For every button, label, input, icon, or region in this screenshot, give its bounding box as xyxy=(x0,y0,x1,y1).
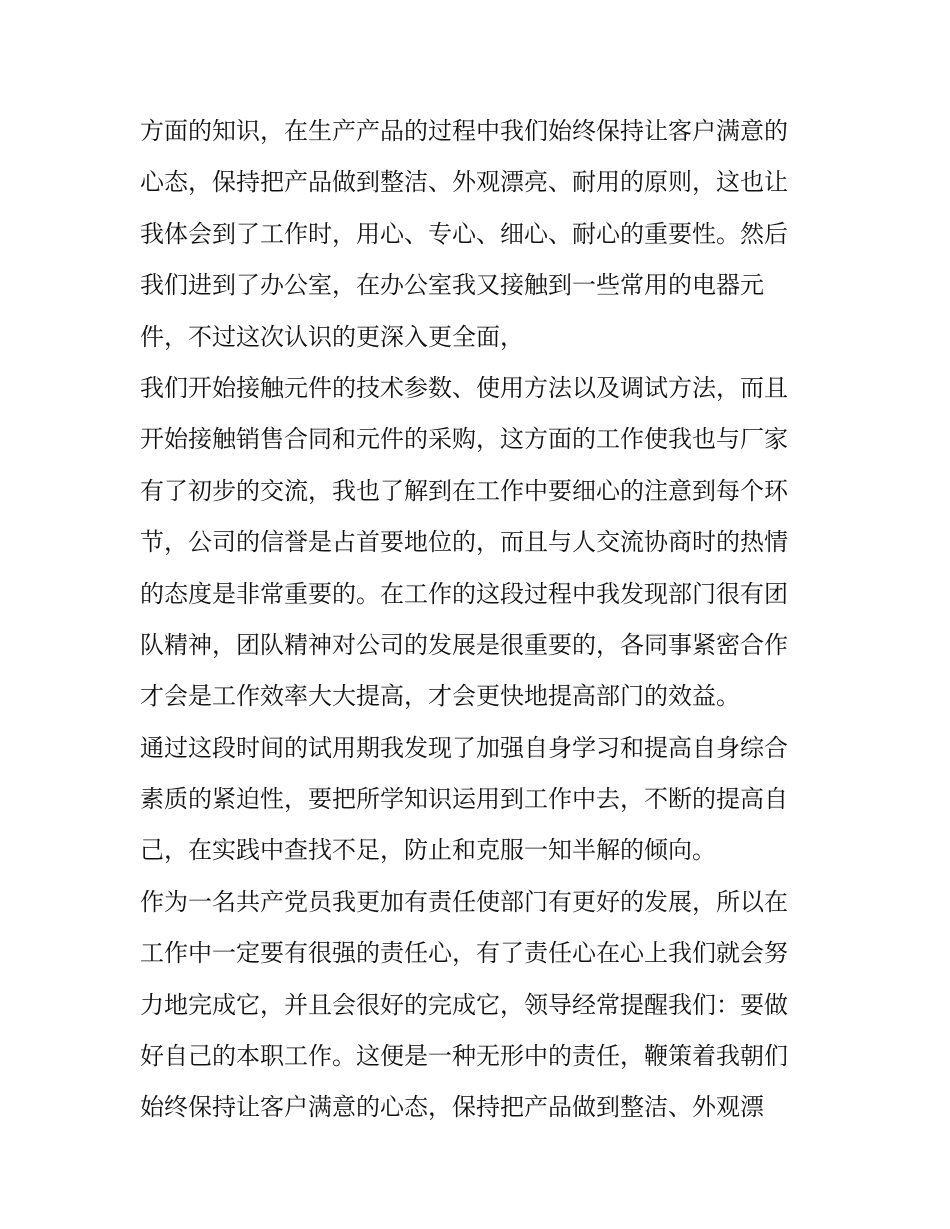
text-line: 的态度是非常重要的。在工作的这段过程中我发现部门很有团 xyxy=(140,579,788,608)
text-line: 开始接触销售合同和元件的采购，这方面的工作使我也与厂家 xyxy=(140,425,788,454)
text-line: 方面的知识，在生产产品的过程中我们始终保持让客户满意的 xyxy=(140,117,788,145)
text-line: 有了初步的交流，我也了解到在工作中要细心的注意到每个环 xyxy=(140,476,788,505)
text-line: 件，不过这次认识的更深入更全面， xyxy=(140,322,524,351)
text-line: 己，在实践中查找不足，防止和克服一知半解的倾向。 xyxy=(140,836,716,865)
text-line: 力地完成它，并且会很好的完成它，领导经常提醒我们：要做 xyxy=(140,990,788,1019)
text-line: 节，公司的信誉是占首要地位的，而且与人交流协商时的热情 xyxy=(140,528,788,557)
body-text xyxy=(140,106,830,1134)
text-line: 作为一名共产党员我更加有责任使部门有更好的发展，所以在 xyxy=(140,887,788,916)
text-line: 我体会到了工作时，用心、专心、细心、耐心的重要性。然后 xyxy=(140,219,788,248)
text-line: 我们开始接触元件的技术参数、使用方法以及调试方法，而且 xyxy=(140,373,788,402)
text-line: 始终保持让客户满意的心态，保持把产品做到整洁、外观漂 xyxy=(140,1093,764,1122)
text-line: 工作中一定要有很强的责任心，有了责任心在心上我们就会努 xyxy=(140,939,788,968)
text-line: 好自己的本职工作。这便是一种无形中的责任，鞭策着我朝们 xyxy=(140,1042,788,1071)
text-line: 通过这段时间的试用期我发现了加强自身学习和提高自身综合 xyxy=(140,733,788,762)
text-line: 心态，保持把产品做到整洁、外观漂亮、耐用的原则，这也让 xyxy=(140,168,788,197)
text-line: 才会是工作效率大大提高，才会更快地提高部门的效益。 xyxy=(140,682,740,711)
text-line: 队精神，团队精神对公司的发展是很重要的，各同事紧密合作 xyxy=(140,630,788,659)
text-line: 素质的紧迫性，要把所学知识运用到工作中去，不断的提高自 xyxy=(140,785,788,814)
text-line: 我们进到了办公室，在办公室我又接触到一些常用的电器元 xyxy=(140,271,764,300)
